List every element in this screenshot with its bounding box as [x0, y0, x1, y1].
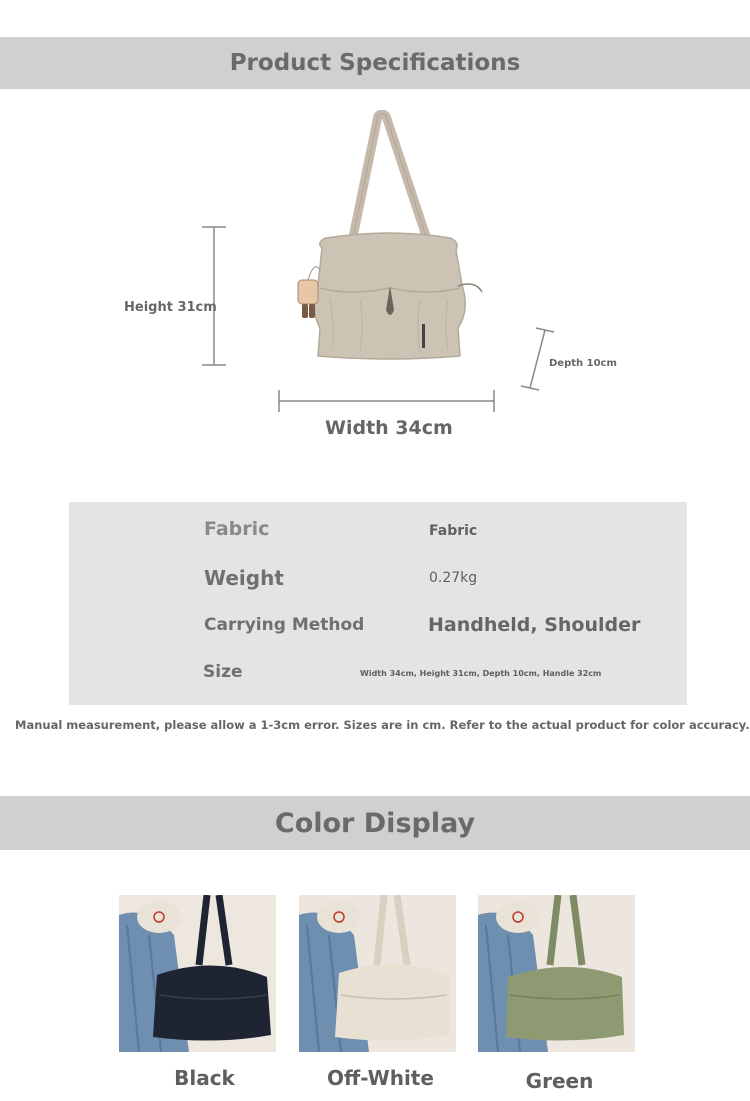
height-indicator [200, 226, 230, 366]
color-swatch-green[interactable] [478, 895, 635, 1052]
specifications-title: Product Specifications [229, 50, 521, 76]
bag-black [153, 965, 271, 1040]
color-name-off-white: Off-White [327, 1066, 434, 1090]
width-label: Width 34cm [325, 417, 453, 439]
color-name-black: Black [174, 1066, 235, 1090]
spec-label-size: Size [203, 662, 243, 682]
spec-label-carrying-method: Carrying Method [204, 615, 365, 635]
specifications-header [0, 37, 750, 89]
color-display-title: Color Display [274, 807, 476, 839]
specification-table [69, 502, 687, 705]
spec-label-weight: Weight [204, 566, 284, 590]
spec-value-fabric: Fabric [429, 523, 478, 539]
height-label: Height 31cm [124, 300, 217, 315]
width-indicator [278, 390, 496, 414]
depth-label: Depth 10cm [549, 358, 617, 369]
color-swatch-black[interactable] [119, 895, 276, 1052]
bag-dimensions-diagram [0, 100, 750, 450]
color-display-header [0, 796, 750, 850]
spec-label-fabric: Fabric [204, 518, 270, 540]
bag-off-white [335, 964, 449, 1040]
spec-value-size: Width 34cm, Height 31cm, Depth 10cm, Handle 32cm [360, 669, 602, 678]
spec-value-weight: 0.27kg [429, 570, 478, 586]
color-swatch-off-white[interactable] [299, 895, 456, 1052]
spec-value-carrying-method: Handheld, Shoulder [428, 614, 641, 636]
bag-green [506, 967, 624, 1041]
tote-bag-image [290, 110, 490, 365]
color-name-green: Green [525, 1069, 594, 1093]
measurement-note: Manual measurement, please allow a 1-3cm error. Sizes are in cm. Refer to the actual product for color accuracy. [15, 718, 750, 732]
